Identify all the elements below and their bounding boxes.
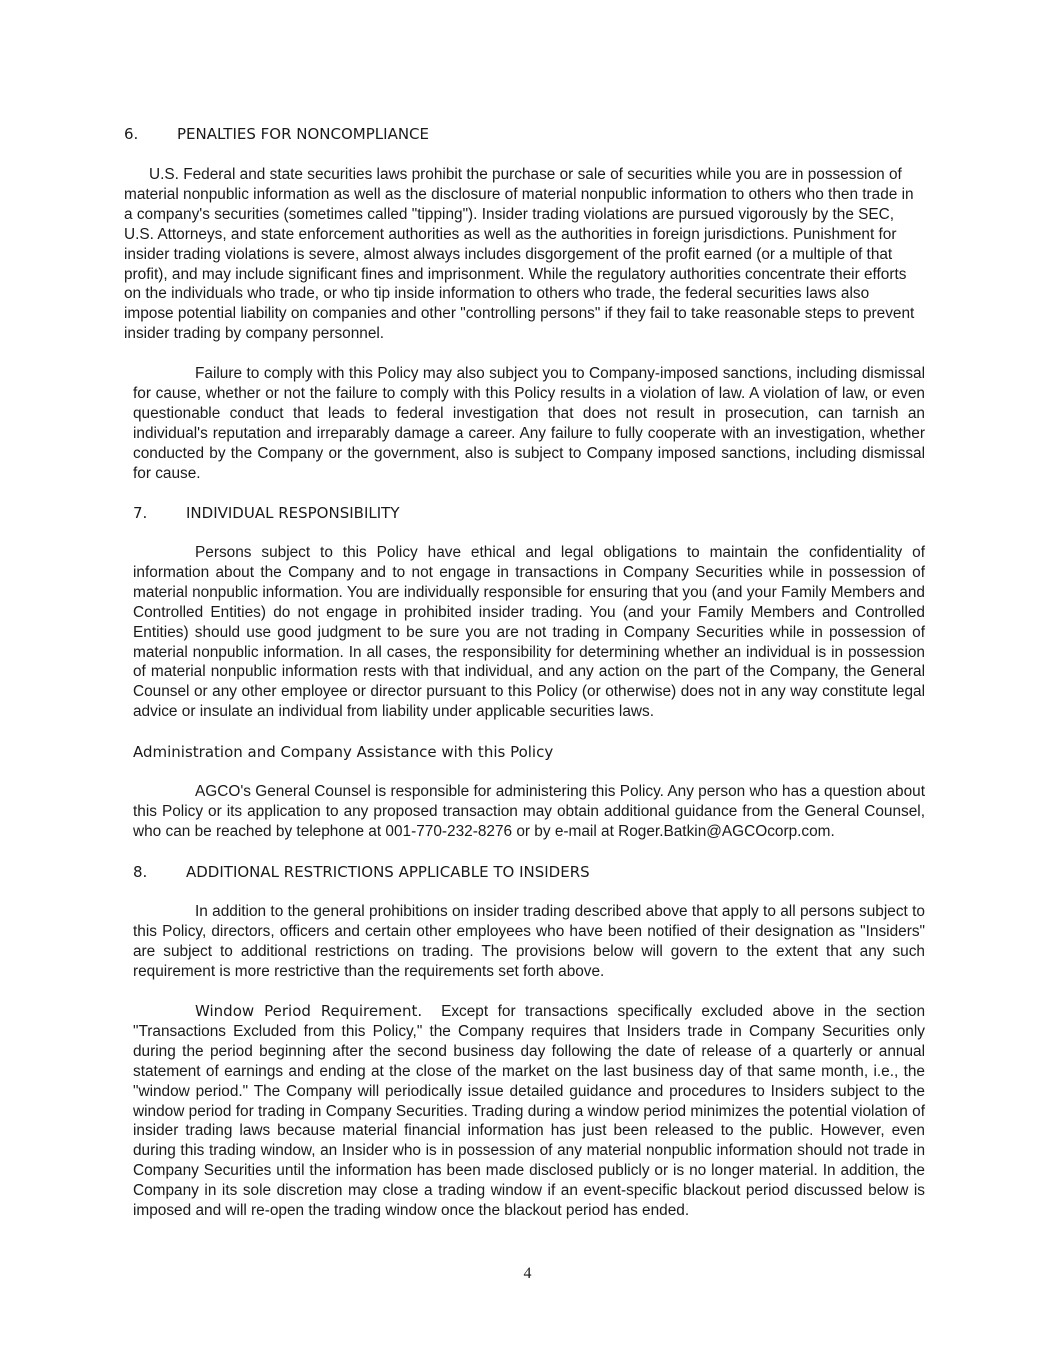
section-8-heading: [133, 862, 590, 882]
section-6-title: PENALTIES FOR NONCOMPLIANCE: [177, 125, 430, 143]
administration-paragraph: AGCO's General Counsel is responsible for administering this Policy. Any person who has a question about this Policy or its application to any proposed transaction may obtain additional guidance from the General Counsel, who can be reached by telephone at 001-770-232-8276 or by e-mail at Roger.Batkin@AGCOcorp.com.: [133, 783, 925, 840]
section-8-paragraph-1: In addition to the general prohibitions on insider trading described above that apply to all persons subject to this Policy, directors, officers and certain other employees who have been notified of their designation as "Insiders" are subject to additional restrictions on trading. The provisions below will govern to the extent that any such requirement is more restrictive than the requirements set forth above.: [133, 903, 925, 980]
section-8-title: ADDITIONAL RESTRICTIONS APPLICABLE TO INSIDERS: [186, 863, 590, 881]
administration-subheading: Administration and Company Assistance with this Policy: [133, 743, 554, 761]
page-number: 4: [523, 1265, 532, 1282]
window-period-text: Except for transactions specifically excluded above in the section "Transactions Excluded from this Policy," the Company requires that Insiders trade in Company Securities only during the period beginning after the second business day following the date of release of a quarterly or annual statement of earnings and ending at the close of the market on the last business day of that same month, i.e., the "window period." The Company will periodically issue detailed guidance and procedures to Insiders subject to the window period for trading in Company Securities. Trading during a window period minimizes the potential violation of insider trading laws because material financial information has just been released to the public. However, even during this trading window, an Insider who is in possession of any material nonpublic information should not trade in Company Securities until the information has been made disclosed publicly or is no longer material. In addition, the Company in its sole discretion may close a trading window if an event-specific blackout period discussed below is imposed and will re-open the trading window once the blackout period has ended.: [133, 1003, 926, 1220]
section-6-heading: [124, 124, 429, 144]
section-7-heading: [133, 503, 399, 523]
section-8-paragraph-2: [133, 1002, 925, 1221]
section-8-number: 8.: [133, 863, 148, 881]
section-6-paragraph-1: U.S. Federal and state securities laws prohibit the purchase or sale of securities while you are in possession of material nonpublic information as well as the disclosure of material nonpublic information to others who then trade in a company's securities (sometimes called "tipping"). Insider trading violations are pursued vigorously by the SEC, U.S. Attorneys, and state enforcement authorities as well as the authorities in foreign jurisdictions. Punishment for insider trading violations is severe, almost always includes disgorgement of the profit earned (or a multiple of that profit), and may include significant fines and imprisonment. While the regulatory authorities concentrate their efforts on the individuals who trade, or who tip inside information to others who trade, the federal securities laws also impose potential liability on companies and other "controlling persons" if they fail to take reasonable steps to prevent insider trading by company personnel.: [124, 166, 915, 343]
section-7-paragraph-1: Persons subject to this Policy have ethical and legal obligations to maintain the confidentiality of information about the Company and to not engage in transactions in Company Securities while in possession of material nonpublic information. You are individually responsible for ensuring that you (and your Family Members and Controlled Entities) do not engage in prohibited insider trading. You (and your Family Members and Controlled Entities) should use good judgment to be sure you are not trading in Company Securities while in possession of material nonpublic information. In all cases, the responsibility for determining whether an individual is in possession of material nonpublic information rests with that individual, and any action on the part of the Company, the General Counsel or any other employee or director pursuant to this Policy (or otherwise) does not in any way constitute legal advice or insulate an individual from liability under applicable securities laws.: [133, 544, 925, 721]
section-6-number: 6.: [124, 125, 139, 143]
section-7-number: 7.: [133, 504, 148, 522]
window-period-lead: Window Period Requirement.: [195, 1002, 423, 1020]
section-6-paragraph-2: Failure to comply with this Policy may also subject you to Company-imposed sanctions, including dismissal for cause, whether or not the failure to comply with this Policy results in a violation of law. A violation of law, or even questionable conduct that leads to federal investigation that does not result in prosecution, can tarnish an individual's reputation and irreparably damage a career. Any failure to fully cooperate with an investigation, whether conducted by the Company or the government, also is subject to Company imposed sanctions, including dismissal for cause.: [133, 365, 925, 482]
section-7-title: INDIVIDUAL RESPONSIBILITY: [186, 504, 400, 522]
